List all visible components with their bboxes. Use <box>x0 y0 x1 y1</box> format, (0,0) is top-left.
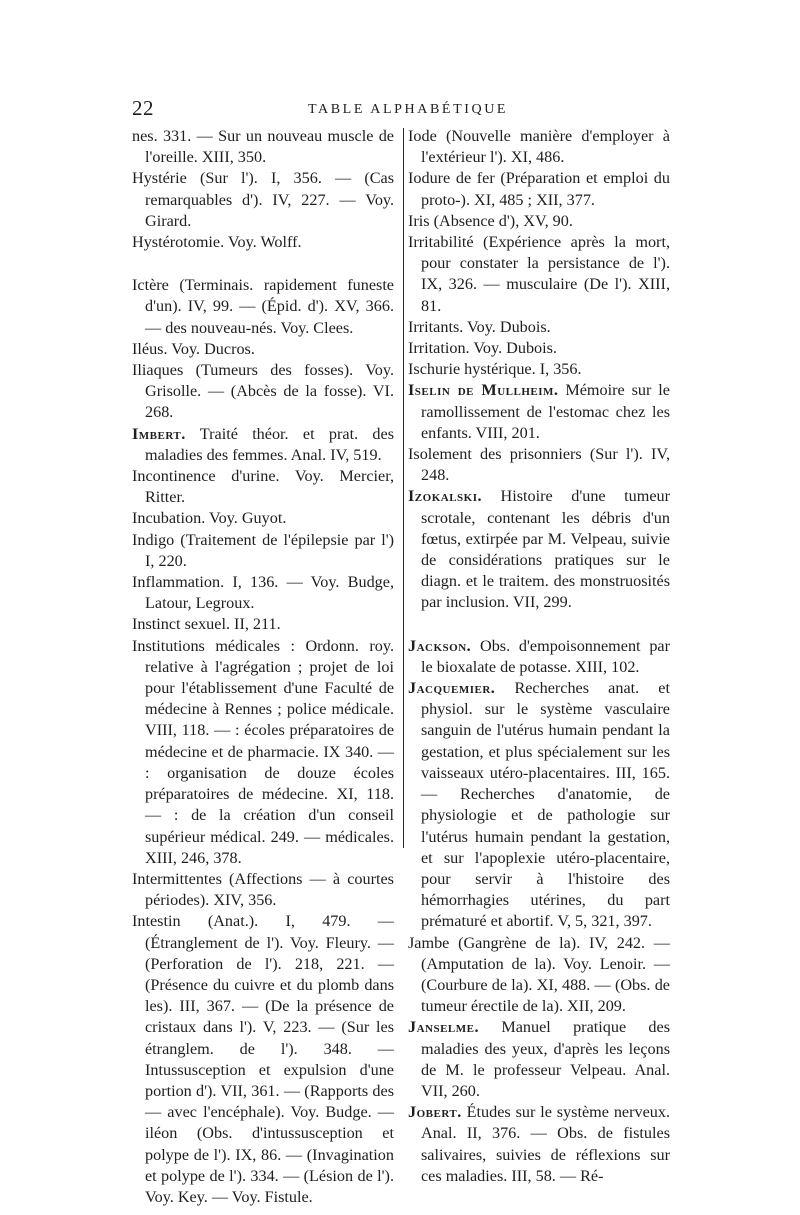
index-entry <box>408 1017 670 1102</box>
entry-text: Recherches anat. et physiol. sur le système vasculaire sanguin de l'utérus humain pendant la gestation, et plus spécialement sur les vaisseaux utéro-placentaires. III, 165. — Recherches d'anatomie, de physiologie et de pathologie sur l'utérus humain pendant la gestation, et sur l'apoplexie utéro-placentaire, pour servir à l'histoire des hémorrhagies utérines, du part prématuré et abortif. V, 5, 321, 397. <box>421 679 670 931</box>
author-name: Imbert. <box>132 424 186 443</box>
index-entry: Intermittentes (Affections — à courtes périodes). XIV, 356. <box>132 869 394 910</box>
index-entry: nes. 331. — Sur un nouveau muscle de l'oreille. XIII, 350. <box>132 127 394 167</box>
index-entry: Institutions médicales : Ordonn. roy. relative à l'agrégation ; projet de loi pour l'établissement d'une Faculté de médecine à Rennes ; police médicale. VIII, 118. — : écoles préparatoires de médecine et de pharmacie. IX 340. — : organisation de douze écoles préparatoires de médecine. XI, 118. — : de la création d'un conseil supérieur médical. 249. — médicales. XIII, 246, 378. <box>132 636 394 867</box>
index-entry <box>408 636 670 678</box>
index-entry: Iléus. Voy. Ducros. <box>132 339 255 358</box>
index-entry: Incontinence d'urine. Voy. Mercier, Ritter. <box>132 467 394 507</box>
index-entry <box>408 486 670 613</box>
author-name: Izokalski. <box>408 487 483 506</box>
author-name: Janselme. <box>408 1018 480 1037</box>
author-name: Jacquemier. <box>408 679 496 698</box>
index-entry: Incubation. Voy. Guyot. <box>132 509 287 528</box>
index-entry: Iode (Nouvelle manière d'employer à l'extérieur l'). XI, 486. <box>408 127 670 167</box>
index-entry: Indigo (Traitement de l'épilepsie par l') I, 220. <box>132 530 394 570</box>
author-name: Jackson. <box>408 636 472 655</box>
index-entry: Hystérotomie. Voy. Wolff. <box>132 233 302 252</box>
index-entry: Iodure de fer (Préparation et emploi du proto-). XI, 485 ; XII, 377. <box>408 169 670 209</box>
entry-text: Mémoire sur le ramollissement de l'estomac chez les enfants. VIII, 201. <box>421 381 670 442</box>
page-number: 22 <box>132 96 154 120</box>
right-column <box>408 126 670 1187</box>
entry-text: Traité théor. et prat. des maladies des femmes. Anal. IV, 519. <box>145 424 394 464</box>
index-entry: Inflammation. I, 136. — Voy. Budge, Latour, Legroux. <box>132 573 394 613</box>
entry-text: Manuel pratique des maladies des yeux, d'après les leçons de M. le professeur Velpeau. Anal. VII, 260. <box>421 1018 670 1100</box>
index-entry <box>408 678 670 932</box>
index-entry <box>408 380 670 444</box>
index-entry: Instinct sexuel. II, 211. <box>132 615 281 634</box>
index-entry: Isolement des prisonniers (Sur l'). IV, 248. <box>408 445 670 485</box>
index-entry: Hystérie (Sur l'). I, 356. — (Cas remarquables d'). IV, 227. — Voy. Girard. <box>132 169 394 230</box>
entry-text: Histoire d'une tumeur scrotale, contenant les débris d'un fœtus, extirpée par M. Velpeau, suivie de considérations pratiques sur le diagn. et le traitem. des monstruosités par inclusion. VII, 299. <box>421 487 670 612</box>
entry-text: Études sur le système nerveux. Anal. II, 376. — Obs. de fistules salivaires, suivies de réflexions sur ces maladies. III, 58. — Ré- <box>421 1103 670 1185</box>
left-column <box>132 126 394 1208</box>
index-entry: Jambe (Gangrène de la). IV, 242. — (Amputation de la). Voy. Lenoir. — (Courbure de la). XI, 488. — (Obs. de tumeur érectile de la). XII, 209. <box>408 933 670 1016</box>
entry-text: Obs. d'empoisonnement par le bioxalate de potasse. XIII, 102. <box>421 636 670 676</box>
author-name: Iselin de Mullheim. <box>408 381 559 400</box>
index-entry <box>408 1102 670 1187</box>
index-entry: Irritation. Voy. Dubois. <box>408 339 557 358</box>
index-entry: Iliaques (Tumeurs des fosses). Voy. Grisolle. — (Abcès de la fosse). VI. 268. <box>132 361 394 422</box>
index-entry: Ictère (Terminais. rapidement funeste d'un). IV, 99. — (Épid. d'). XV, 366. — des nouveau-nés. Voy. Clees. <box>132 276 394 337</box>
index-entry: Irritabilité (Expérience après la mort, pour constater la persistance de l'). IX, 326. — musculaire (De l'). XIII, 81. <box>408 233 670 315</box>
index-entry <box>132 424 394 466</box>
column-divider <box>403 128 404 848</box>
index-entry: Ischurie hystérique. I, 356. <box>408 360 582 379</box>
author-name: Jobert. <box>408 1103 462 1122</box>
index-entry: Iris (Absence d'), XV, 90. <box>408 211 573 230</box>
index-entry: Irritants. Voy. Dubois. <box>408 317 551 336</box>
index-entry: Intestin (Anat.). I, 479. — (Étranglement de l'). Voy. Fleury. — (Perforation de l'). 218, 221. — (Présence du cuivre et du plomb dans les). III, 367. — (De la présence de cristaux dans l'). V, 223. — (Sur les étranglem. de l'). 348. — Intussusception et expulsion d'une portion d'). VII, 361. — (Rapports des — avec l'encéphale). Voy. Budge. — iléon (Obs. d'intussusception et polype de l'). IX, 86. — (Invagination et polype de l'). 334. — (Lésion de l'). Voy. Key. — Voy. Fistule. <box>132 912 394 1206</box>
running-title: TABLE ALPHABÉTIQUE <box>308 102 509 117</box>
